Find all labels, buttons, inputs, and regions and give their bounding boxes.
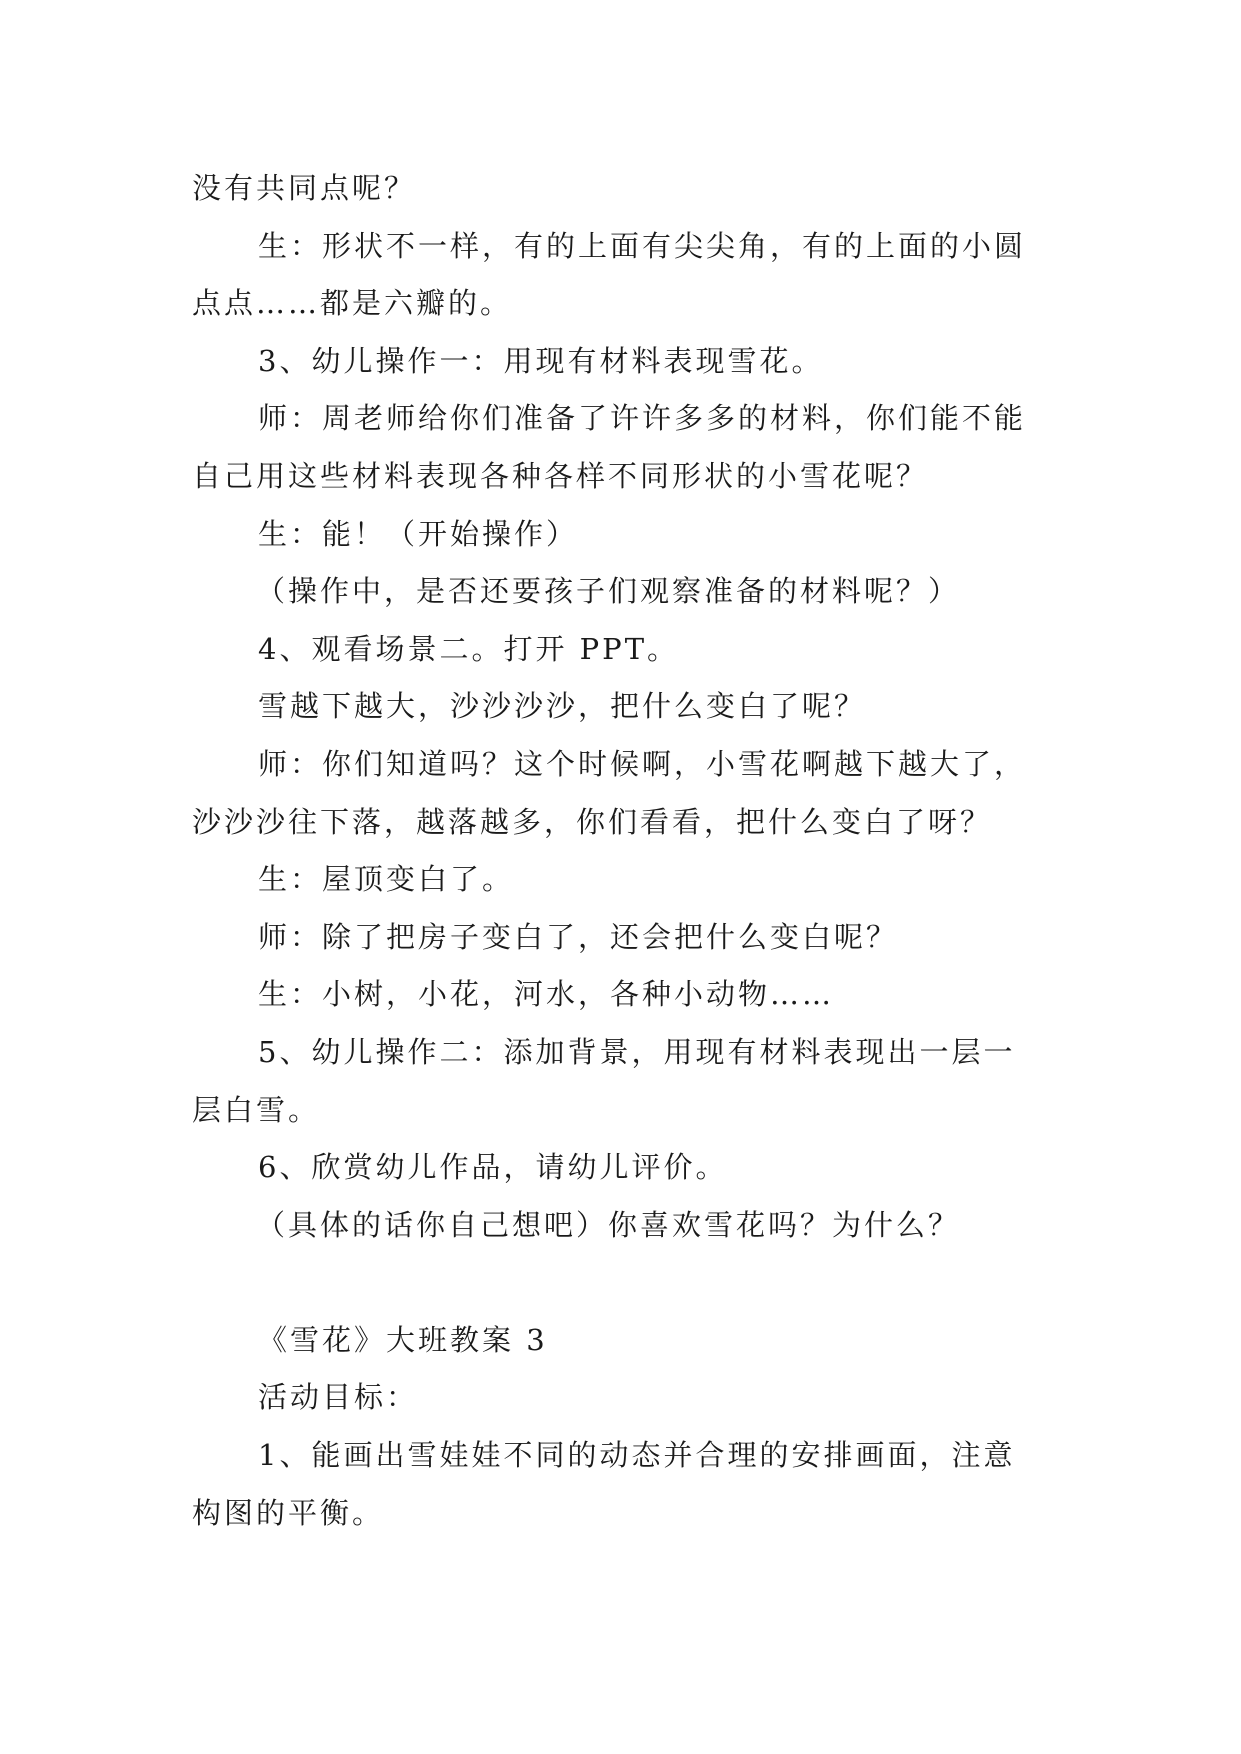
- paragraph-text: 生：形状不一样，有的上面有尖尖角，有的上面的小圆: [258, 228, 1027, 263]
- paragraph-text: 层白雪。: [192, 1092, 321, 1127]
- paragraph-text: 师：你们知道吗？这个时候啊，小雪花啊越下越大了，: [258, 746, 1027, 781]
- section-step: 5、幼儿操作二：添加背景，用现有材料表现出一层一: [258, 1034, 1016, 1069]
- section-step: 6、欣赏幼儿作品，请幼儿评价。: [258, 1150, 728, 1185]
- section-step: 3、幼儿操作一：用现有材料表现雪花。: [258, 343, 824, 378]
- section-step: 4、观看场景二。打开 PPT。: [258, 631, 680, 666]
- paragraph-text: 沙沙沙往下落，越落越多，你们看看，把什么变白了呀？: [192, 804, 993, 839]
- subheading: 活动目标：: [258, 1380, 419, 1415]
- paragraph-text: 生：屋顶变白了。: [258, 862, 515, 897]
- paragraph-text: 没有共同点呢？: [192, 171, 417, 205]
- paragraph-text: 生：小树，小花，河水，各种小动物……: [258, 977, 835, 1012]
- blank-line: [192, 1254, 1072, 1312]
- paragraph-text: 师：周老师给你们准备了许许多多的材料，你们能不能: [258, 401, 1027, 436]
- section-title: 《雪花》大班教案 3: [258, 1322, 548, 1357]
- paragraph-text: 自己用这些材料表现各种各样不同形状的小雪花呢？: [192, 458, 929, 493]
- paragraph-text: （操作中，是否还要孩子们观察准备的材料呢？）: [256, 574, 961, 609]
- paragraph-text: （具体的话你自己想吧）你喜欢雪花吗？为什么？: [256, 1207, 961, 1242]
- document-body: [192, 160, 1072, 1542]
- list-item: 1、能画出雪娃娃不同的动态并合理的安排画面，注意: [258, 1438, 1016, 1473]
- paragraph-text: 雪越下越大，沙沙沙沙，把什么变白了呢？: [258, 689, 867, 724]
- paragraph-text: 师：除了把房子变白了，还会把什么变白呢？: [258, 919, 899, 954]
- paragraph-text: 构图的平衡。: [192, 1495, 385, 1530]
- paragraph-text: 点点……都是六瓣的。: [192, 286, 513, 321]
- paragraph-text: 生：能！（开始操作）: [258, 516, 579, 551]
